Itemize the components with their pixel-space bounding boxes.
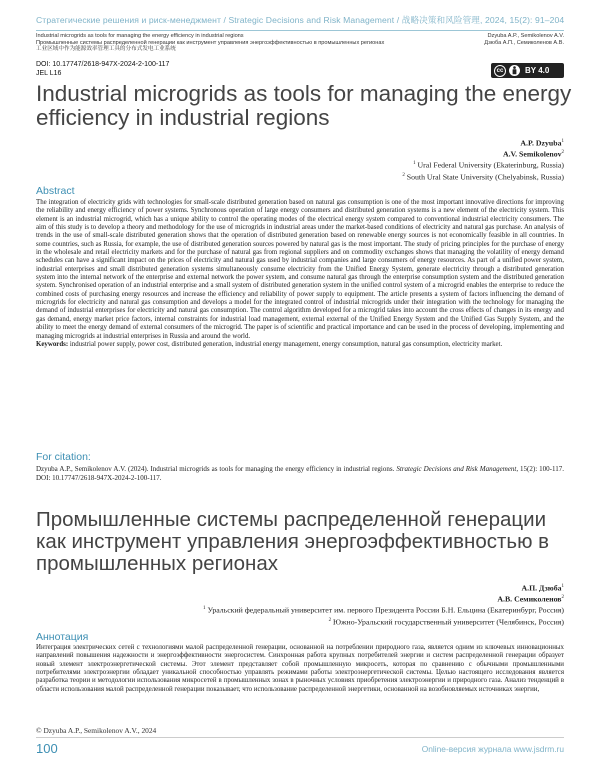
citation-journal: Strategic Decisions and Risk Management	[396, 465, 517, 473]
affiliation-en-2: $^2$ South Ural State University (Chelyabinsk, Russia)	[402, 172, 564, 182]
copyright: © Dzyuba A.P., Semikolenov A.V., 2024	[36, 726, 157, 735]
author-ru-2: А.В. Семиколенов$^2$	[497, 594, 564, 604]
article-title-en: Industrial microgrids as tools for managing the energy efficiency in industrial regions	[36, 81, 572, 130]
header-divider	[36, 30, 564, 31]
citation-heading: For citation:	[36, 451, 91, 463]
article-title-ru: Промышленные системы распределенной генерации как инструмент управления энергоэффективностью в промышленных регионах	[36, 508, 550, 576]
meta-title-en: Industrial microgrids as tools for managing the energy efficiency in industrial regions	[36, 33, 244, 39]
affiliation-en-1: $^1$ Ural Federal University (Ekaterinburg, Russia)	[413, 160, 564, 170]
affiliation-ru-1: $^1$ Уральский федеральный университет им. первого Президента России Б.Н. Ельцина (Екатеринбург, Россия)	[203, 605, 564, 615]
page-number: 100	[36, 741, 58, 756]
author-en-1: A.P. Dzyuba$^1$	[520, 138, 564, 148]
header-meta-authors	[404, 33, 564, 46]
abstract-en-text: The integration of electricity grids with technologies for small-scale distributed generation based on natural gas consumption is one of the most important innovative directions for improving the reliability and energy efficiency of power systems. Synchronous operation of large energy consumers and distributed generation systems is a new element of the electricity system. This element is an industrial microgrid, which has a unique ability to control the operating modes of the electrical energy system compared to conventional industrial electricity consumers. The aim of this study is to develop a theory and methodology for the use of microgrids in industrial areas under the market-based conditions of electricity and natural gas purchase. An analysis of trends in the use of small-scale distributed generation shows that the operation of distributed generation based on renewable energy sources is not economically feasible in all countries. In some countries, such as Russia, for example, the use of distributed generation sources powered by natural gas is the most important. The study of pricing principles for the purchase of energy in the wholesale and retail electricity markets and for the purchase of natural gas from regional suppliers and on commodity exchanges shows that managing the volatility of energy demand schedules can have a significant impact on the prices of electricity and natural gas used by industrial companies and large consumers of energy resources. As part of a unified power system, industrial enterprises and small distributed generation systems simultaneously consume electricity from the Unified Energy System, generate electricity through a distributed generation system into the internal network of the enterprise and external network the power system, and consume natural gas through the enterprise consumption system and the distributed generation system. Synchronised operation of an industrial enterprise and a small system of distributed generation system in the unified control system of a microgrid enables the enterprise to reduce the combined costs of purchasing energy resources and increase the efficiency and reliability of power supply to equipment. The article presents a system of factors influencing the demand of microgrids for electricity and natural gas consumption and develops a model for the integrated control of industrial microgrids under their integration with the technology for managing the demand of industrial enterprises for electricity and natural gas consumption. The control algorithm developed for a microgrid takes into account the cross effects of changes in its energy and gas demand, energy market price factors, internal constraints for industrial load management, external external of the Unified Energy System and the Unified Gas Supply System, and the ability to meet the energy demand of external consumers of the microgrid. The paper is of scientific and practical importance and can be used in the process of developing, implementing and managing microgrids at industrial enterprises in Russia and around the world.	[36, 199, 564, 340]
doi: DOI: 10.17747/2618-947X-2024-2-100-117	[36, 61, 170, 68]
authors-en	[164, 137, 564, 182]
meta-authors-ru: Дзюба А.П., Семиколенов А.В.	[484, 39, 564, 46]
abstract-en	[36, 199, 564, 349]
creative-commons-icon: cc	[494, 65, 506, 77]
footer-divider	[36, 737, 564, 738]
jel-code: JEL L16	[36, 69, 62, 77]
keywords-en: industrial power supply, power cost, distributed generation, industrial energy management, energy consumption, natural gas consumption, electricity market.	[69, 340, 503, 348]
license-label: BY 4.0	[525, 66, 550, 75]
journal-website-link[interactable]: Online-версия журнала www.jsdrm.ru	[421, 744, 564, 754]
attribution-person-icon	[509, 65, 520, 76]
abstract-ru: Интеграция электрических сетей с технологиями малой распределенной генерации, основанной на потреблении природного газа, является одним из ключевых инновационных направлений повышения надежности и энергоэффективности энергосистем. Синхронная работа крупных потребителей энергии и систем распределенной генерации образует новый элемент электроэнергетической системы. Этот элемент представляет собой промышленную микросеть, которая по сравнению с обычными промышленными потребителями электроэнергии обладает уникальной способностью управлять режимами работы электроэнергетической системы. Целью настоящего исследования является разработка теории и методологии использования микросетей в промышленных зонах в рыночных условиях приобретения электроэнергии и природного газа. Анализ тенденций в области использования малой распределенной генерации показывает, что использование распределенной энергетики, основанной на возобновляемых источниках энергии,	[36, 644, 564, 693]
author-ru-1: А.П. Дзюба$^1$	[521, 583, 564, 593]
running-head: Стратегические решения и риск-менеджмент / Strategic Decisions and Risk Management / 战略决策和风险管理, 2024, 15(2): 91–204	[36, 15, 565, 25]
affiliation-ru-2: $^2$ Южно-Уральский государственный университет (Челябинск, Россия)	[328, 617, 564, 627]
cc-license-badge[interactable]	[491, 63, 564, 78]
doi-block	[36, 61, 169, 78]
citation: Dzyuba A.P., Semikolenov A.V. (2024). Industrial microgrids as tools for managing the energy efficiency in industrial regions. Strategic Decisions and Risk Management, 15(2): 100-117. DOI: 10.17747/2618-947X-2024-2-100-117.	[36, 465, 564, 483]
abstract-heading-ru: Аннотация	[36, 631, 89, 643]
meta-authors-en: Dzyuba A.P., Semikolenov A.V.	[487, 33, 564, 39]
meta-title-zh: 工业区域中作为能源效率管理工具的分布式发电工业系统	[36, 46, 176, 53]
author-en-2: A.V. Semikolenov$^2$	[502, 149, 564, 159]
keywords-label: Keywords:	[36, 340, 69, 348]
header-meta-titles	[36, 33, 416, 53]
meta-title-ru: Промышленные системы распределенной генерации как инструмент управления энергоэффективностью в промышленных регионах	[36, 39, 385, 46]
abstract-heading-en: Abstract	[36, 185, 75, 197]
authors-ru	[84, 582, 564, 627]
